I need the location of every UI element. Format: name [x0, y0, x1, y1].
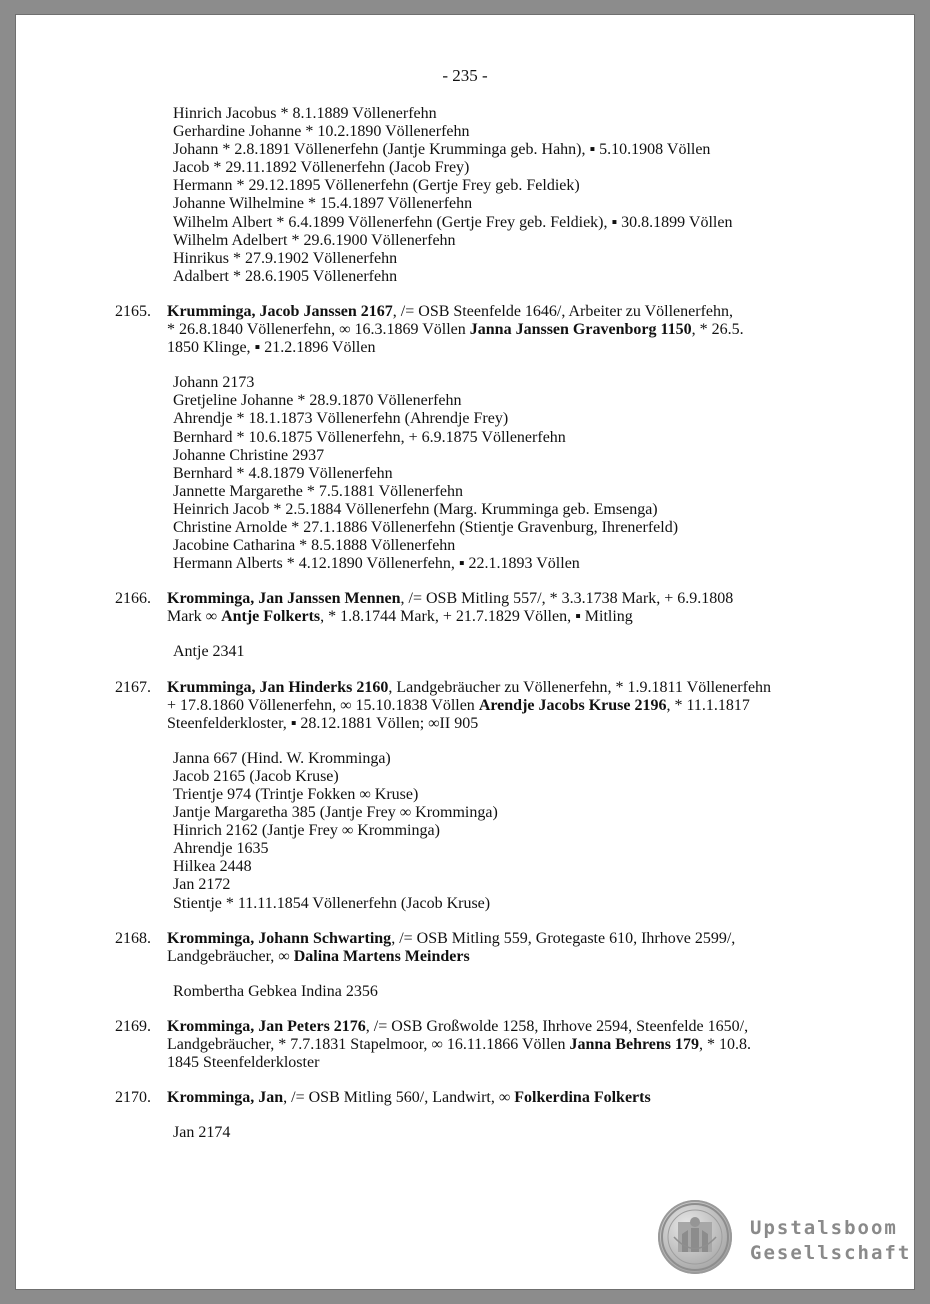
entry-details: 1845 Steenfelderkloster	[167, 1054, 320, 1072]
list-item: Jannette Margarethe * 7.5.1881 Völlenerfehn	[173, 482, 463, 500]
list-item: Jan 2174	[173, 1124, 231, 1142]
entry-number: 2165.	[115, 302, 151, 320]
entry-details: Mark ∞	[167, 608, 222, 626]
list-item: Hinrich 2162 (Jantje Frey ∞ Kromminga)	[173, 822, 440, 840]
list-item: Heinrich Jacob * 2.5.1884 Völlenerfehn (Marg. Krumminga geb. Emsenga)	[173, 500, 658, 518]
entry-details: Steenfelderkloster, ▪ 28.12.1881 Völlen; ∞II 905	[167, 714, 479, 732]
list-item: Johanne Wilhelmine * 15.4.1897 Völlenerfehn	[173, 195, 473, 213]
list-item: Stientje * 11.11.1854 Völlenerfehn (Jacob Kruse)	[173, 894, 491, 912]
watermark-line: Upstalsboom	[750, 1217, 898, 1239]
entry-number: 2166.	[115, 590, 151, 608]
entry-text	[16, 590, 851, 626]
child-list-2167	[16, 750, 914, 913]
list-item: Jan 2172	[173, 876, 231, 894]
entry-text	[16, 679, 851, 733]
list-item: Ahrendje * 18.1.1873 Völlenerfehn (Ahrendje Frey)	[173, 410, 509, 428]
entry-details: + 17.8.1860 Völlenerfehn, ∞ 15.10.1838 Völlen	[167, 696, 479, 714]
watermark-line: Gesellschaft	[750, 1242, 912, 1264]
entry-details: , /= OSB Mitling 560/, Landwirt, ∞	[283, 1089, 515, 1107]
list-item: Gretjeline Johanne * 28.9.1870 Völlenerfehn	[173, 392, 462, 410]
document-page	[16, 15, 914, 1289]
entry-2168	[16, 930, 914, 966]
list-item: Gerhardine Johanne * 10.2.1890 Völlenerfehn	[173, 123, 470, 141]
entry-2169	[16, 1018, 914, 1072]
list-item: Johann 2173	[173, 374, 255, 392]
list-item: Antje 2341	[173, 643, 245, 661]
entry-2166	[16, 590, 914, 626]
spouse-name: Janna Behrens 179	[569, 1036, 700, 1054]
entry-details: , /= OSB Steenfelde 1646/, Arbeiter zu Völlenerfehn,	[392, 302, 733, 320]
list-item: Johann * 2.8.1891 Völlenerfehn (Jantje Krumminga geb. Hahn), ▪ 5.10.1908 Völlen	[173, 141, 711, 159]
list-item: Jacob * 29.11.1892 Völlenerfehn (Jacob Frey)	[173, 159, 470, 177]
entry-name: Krumminga, Jacob Janssen 2167	[167, 302, 393, 320]
spouse-name: Dalina Martens Meinders	[293, 947, 470, 965]
child-list-top	[16, 105, 914, 286]
list-item: Hermann * 29.12.1895 Völlenerfehn (Gertje Frey geb. Feldiek)	[173, 177, 580, 195]
list-item: Ahrendje 1635	[173, 840, 269, 858]
list-item: Janna 667 (Hind. W. Kromminga)	[173, 749, 391, 767]
entry-number: 2169.	[115, 1017, 151, 1035]
spouse-name: Arendje Jacobs Kruse 2196	[478, 696, 667, 714]
entry-name: Kromminga, Jan	[167, 1089, 284, 1107]
entry-details: , * 26.5.	[691, 321, 744, 339]
entry-details: , /= OSB Mitling 559, Grotegaste 610, Ihrhove 2599/,	[391, 929, 736, 947]
list-item: Johanne Christine 2937	[173, 446, 325, 464]
entry-details: 1850 Klinge, ▪ 21.2.1896 Völlen	[167, 339, 376, 357]
list-item: Bernhard * 4.8.1879 Völlenerfehn	[173, 464, 393, 482]
entry-details: , * 1.8.1744 Mark, + 21.7.1829 Völlen, ▪ Mitling	[320, 608, 633, 626]
entry-text	[16, 1018, 851, 1072]
page-content	[16, 105, 914, 1142]
entry-details: * 26.8.1840 Völlenerfehn, ∞ 16.3.1869 Völlen	[167, 321, 470, 339]
entry-details: Landgebräucher, ∞	[167, 947, 294, 965]
list-item: Adalbert * 28.6.1905 Völlenerfehn	[173, 267, 398, 285]
seal-emblem-icon	[658, 1200, 732, 1274]
list-item: Jacob 2165 (Jacob Kruse)	[173, 767, 339, 785]
entry-details: , Landgebräucher zu Völlenerfehn, * 1.9.1811 Völlenerfehn	[388, 678, 772, 696]
publisher-watermark	[750, 1216, 910, 1266]
entry-2170	[16, 1089, 914, 1107]
list-item: Hinrich Jacobus * 8.1.1889 Völlenerfehn	[173, 105, 437, 122]
list-item: Rombertha Gebkea Indina 2356	[173, 982, 378, 1000]
entry-name: Kromminga, Jan Peters 2176	[167, 1017, 366, 1035]
list-item: Jacobine Catharina * 8.5.1888 Völlenerfehn	[173, 537, 456, 555]
entry-text	[16, 930, 851, 966]
list-item: Bernhard * 10.6.1875 Völlenerfehn, + 6.9.1875 Völlenerfehn	[173, 428, 566, 446]
entry-number: 2168.	[115, 929, 151, 947]
child-list-2168	[16, 983, 914, 1001]
spouse-name: Folkerdina Folkerts	[514, 1089, 651, 1107]
entry-name: Kromminga, Jan Janssen Mennen	[167, 590, 401, 608]
list-item: Hinrikus * 27.9.1902 Völlenerfehn	[173, 249, 398, 267]
list-item: Wilhelm Albert * 6.4.1899 Völlenerfehn (Gertje Frey geb. Feldiek), ▪ 30.8.1899 Völlen	[173, 213, 733, 231]
entry-details: , /= OSB Mitling 557/, * 3.3.1738 Mark, + 6.9.1808	[400, 590, 734, 608]
child-list-2170	[16, 1124, 914, 1142]
entry-details: Landgebräucher, * 7.7.1831 Stapelmoor, ∞ 16.11.1866 Völlen	[167, 1036, 570, 1054]
entry-2165	[16, 303, 914, 357]
list-item: Christine Arnolde * 27.1.1886 Völlenerfehn (Stientje Gravenburg, Ihrenerfeld)	[173, 518, 679, 536]
list-item: Hermann Alberts * 4.12.1890 Völlenerfehn, ▪ 22.1.1893 Völlen	[173, 555, 580, 573]
entry-name: Kromminga, Johann Schwarting	[167, 929, 392, 947]
spouse-name: Janna Janssen Gravenborg 1150	[469, 321, 692, 339]
entry-text	[16, 1089, 851, 1107]
page-number: - 235 -	[442, 66, 488, 85]
entry-details: , /= OSB Großwolde 1258, Ihrhove 2594, Steenfelde 1650/,	[365, 1017, 749, 1035]
entry-details: , * 10.8.	[699, 1036, 752, 1054]
entry-number: 2170.	[115, 1089, 151, 1107]
entry-2167	[16, 679, 914, 733]
child-list-2165	[16, 374, 914, 573]
entry-text	[16, 303, 851, 357]
list-item: Hilkea 2448	[173, 858, 252, 876]
list-item: Wilhelm Adelbert * 29.6.1900 Völlenerfehn	[173, 231, 456, 249]
entry-details: , * 11.1.1817	[666, 696, 750, 714]
spouse-name: Antje Folkerts	[221, 608, 321, 626]
list-item: Jantje Margaretha 385 (Jantje Frey ∞ Kromminga)	[173, 804, 498, 822]
entry-name: Krumminga, Jan Hinderks 2160	[167, 678, 389, 696]
entry-number: 2167.	[115, 678, 151, 696]
child-list-2166	[16, 643, 914, 661]
list-item: Trientje 974 (Trintje Fokken ∞ Kruse)	[173, 786, 419, 803]
